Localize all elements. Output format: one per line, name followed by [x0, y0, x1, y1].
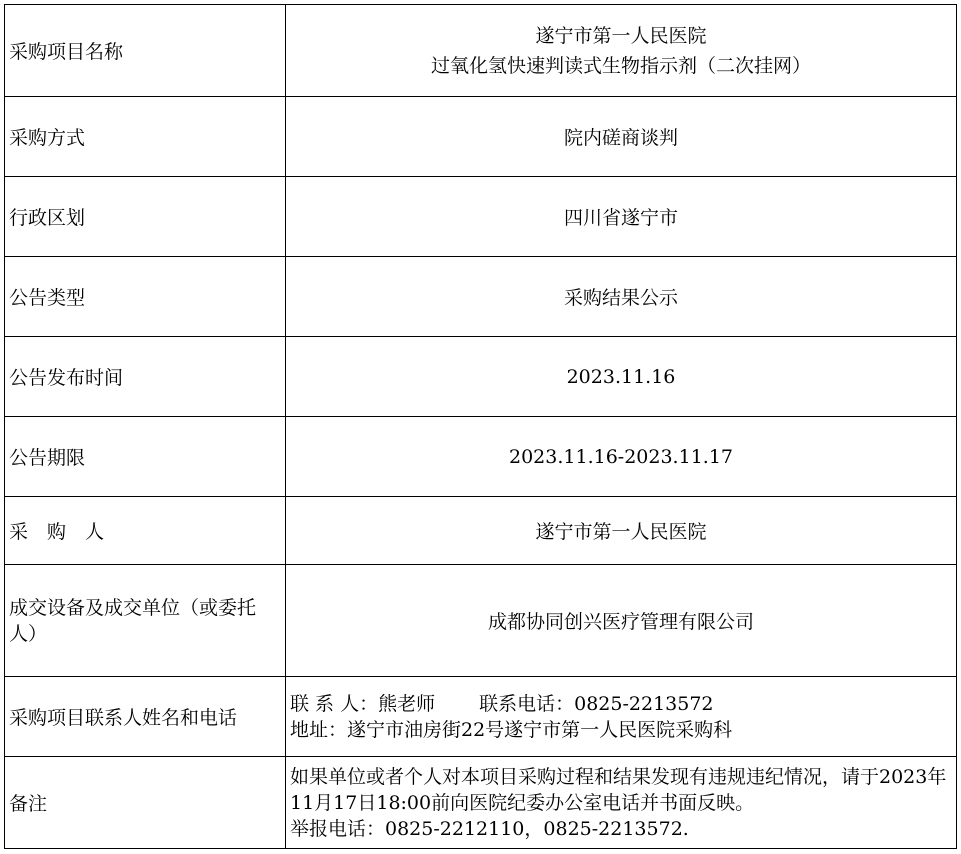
label-region: 行政区划: [5, 177, 286, 257]
project-product-title: 过氧化氢快速判读式生物指示剂（二次挂网）: [430, 54, 811, 77]
label-period: 公告期限: [5, 417, 286, 497]
row-winner: [5, 565, 957, 677]
value-publish-time: 2023.11.16: [286, 337, 957, 417]
label-project-name: 采购项目名称: [5, 5, 286, 97]
label-purchaser: 采 购 人: [5, 497, 286, 565]
label-publish-time: 公告发布时间: [5, 337, 286, 417]
row-contact: [5, 677, 957, 757]
report-phone: 举报电话：0825-2212110，0825-2213572.: [290, 817, 689, 840]
project-hospital-title: 遂宁市第一人民医院: [535, 24, 707, 47]
row-project-name: [5, 5, 957, 97]
value-period: 2023.11.16-2023.11.17: [286, 417, 957, 497]
row-notice-type: [5, 257, 957, 337]
row-period: [5, 417, 957, 497]
value-winner: 成都协同创兴医疗管理有限公司: [286, 565, 957, 677]
value-region: 四川省遂宁市: [286, 177, 957, 257]
label-notice-type: 公告类型: [5, 257, 286, 337]
value-purchaser: 遂宁市第一人民医院: [286, 497, 957, 565]
row-remark: [5, 757, 957, 849]
value-project-name: [286, 5, 957, 97]
row-purchaser: [5, 497, 957, 565]
row-region: [5, 177, 957, 257]
label-winner: 成交设备及成交单位（或委托人）: [5, 565, 286, 677]
contact-address: 地址：遂宁市油房街22号遂宁市第一人民医院采购科: [290, 718, 733, 741]
remark-text: 如果单位或者个人对本项目采购过程和结果发现有违规违纪情况，请于2023年11月17日18:00前向医院纪委办公室电话并书面反映。: [290, 765, 947, 814]
contact-person-phone: 联 系 人：熊老师 联系电话：0825-2213572: [290, 692, 714, 715]
label-method: 采购方式: [5, 97, 286, 177]
row-publish-time: [5, 337, 957, 417]
row-method: [5, 97, 957, 177]
announcement-table: [4, 4, 957, 849]
value-contact: [286, 677, 957, 757]
value-remark: [286, 757, 957, 849]
value-method: 院内磋商谈判: [286, 97, 957, 177]
label-remark: 备注: [5, 757, 286, 849]
value-notice-type: 采购结果公示: [286, 257, 957, 337]
label-contact: 采购项目联系人姓名和电话: [5, 677, 286, 757]
